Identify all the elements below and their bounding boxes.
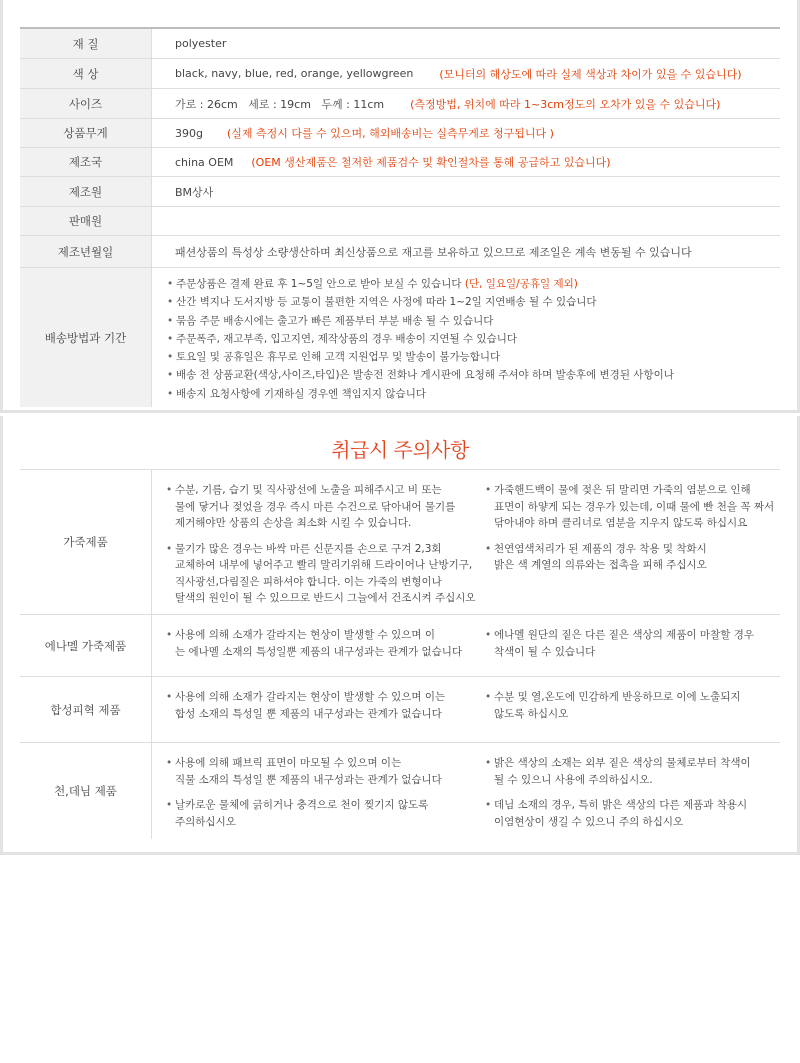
spec-row-color bbox=[20, 59, 780, 89]
spec-row-size bbox=[20, 89, 780, 119]
care-column-left bbox=[152, 615, 479, 676]
maker-value: BM상사 bbox=[175, 185, 214, 199]
spec-table bbox=[20, 27, 780, 407]
size-value: 가로 : 26cm 세로 : 19cm 두께 : 11cm bbox=[175, 97, 385, 111]
spec-key: 제조원 bbox=[20, 177, 152, 206]
list-item: • 토요일 및 공휴일은 휴무로 인해 고객 지원업무 및 발송이 불가능합니다 bbox=[167, 351, 501, 364]
list-item: • 사용에 의해 소재가 갈라지는 현상이 발생할 수 있으며 이 는 에나멜 소재의 특성일뿐 제품의 내구성과는 관계가 없습니다 bbox=[166, 629, 463, 658]
date-value: 패션상품의 특성상 소량생산하며 최신상품으로 재고를 보유하고 있으므로 제조일은 계속 변동될 수 있습니다 bbox=[175, 245, 692, 259]
list-item: • 묶음 주문 배송시에는 출고가 빠른 제품부터 부분 배송 될 수 있습니다 bbox=[167, 314, 494, 327]
spec-value bbox=[152, 236, 780, 267]
spec-value bbox=[152, 89, 780, 118]
spec-key: 재 질 bbox=[20, 29, 152, 58]
spec-key: 배송방법과 기간 bbox=[20, 268, 152, 407]
weight-value: 390g bbox=[175, 126, 203, 140]
care-title: 취급시 주의사항 bbox=[331, 438, 469, 462]
color-note: (모니터의 해상도에 따라 실제 색상과 차이가 있을 수 있습니다) bbox=[439, 67, 742, 81]
spec-value bbox=[152, 177, 780, 206]
list-item: • 물기가 많은 경우는 바싹 마른 신문지를 손으로 구겨 2,3회 교체하여 내부에 넣어주고 빨리 말리기위해 드라이어나 난방기구, 직사광선,다림질은 피하셔야 합니다. 이는 가죽의 변형이나 탈색의 원인이 될 수 있으므로 반드시 그늘에서 건조시켜 주십시오 bbox=[166, 542, 476, 604]
spec-row-seller bbox=[20, 207, 780, 236]
care-column-right bbox=[479, 470, 780, 614]
list-item: • 사용에 의해 패브릭 표면이 마모될 수 있으며 이는 직물 소재의 특성일 뿐 제품의 내구성과는 관계가 없습니다 bbox=[166, 757, 442, 786]
spec-row-material bbox=[20, 29, 780, 59]
spec-key: 사이즈 bbox=[20, 89, 152, 118]
care-column-right bbox=[479, 615, 780, 676]
care-column-left bbox=[152, 470, 479, 614]
care-key: 가죽제품 bbox=[20, 470, 152, 614]
care-row-synthetic bbox=[20, 677, 780, 743]
list-item: • 수분 및 열,온도에 민감하게 반응하므로 이에 노출되지 않도록 하십시오 bbox=[485, 691, 741, 720]
list-item: • 주문상품은 결제 완료 후 1~5일 안으로 받아 보실 수 있습니다 (단, 일요일/공휴일 제외) bbox=[167, 278, 578, 290]
shipping-list bbox=[152, 268, 780, 407]
list-item: • 날카로운 물체에 긁히거나 충격으로 천이 찢기지 않도록 주의하십시오 bbox=[166, 799, 429, 828]
list-item: • 에나멜 원단의 짙은 다른 짙은 색상의 제품이 마찰할 경우 착색이 될 수 있습니다 bbox=[485, 629, 754, 658]
list-item: • 배송 전 상품교환(색상,사이즈,타입)은 발송전 전화나 게시판에 요청해 주셔야 하며 발송후에 변경된 사항이나 bbox=[167, 369, 674, 382]
care-row-enamel bbox=[20, 615, 780, 677]
spec-value bbox=[152, 59, 780, 88]
spec-key: 색 상 bbox=[20, 59, 152, 88]
care-key: 에나멜 가죽제품 bbox=[20, 615, 152, 676]
care-row-fabric bbox=[20, 743, 780, 839]
care-key: 천,데님 제품 bbox=[20, 743, 152, 839]
list-item: • 수분, 기름, 습기 및 직사광선에 노출을 피해주시고 비 또는 물에 닿거나 젖었을 경우 즉시 마른 수건으로 닦아내어 물기를 제거해야만 상품의 손상을 최소화 시킬 수 있습니다. bbox=[166, 484, 456, 529]
list-item: • 사용에 의해 소재가 갈라지는 현상이 발생할 수 있으며 이는 합성 소재의 특성일 뿐 제품의 내구성과는 관계가 없습니다 bbox=[166, 691, 446, 720]
spec-row-weight bbox=[20, 119, 780, 148]
spec-row-maker bbox=[20, 177, 780, 207]
spec-key: 제조국 bbox=[20, 148, 152, 176]
care-table bbox=[20, 469, 780, 839]
spec-value bbox=[152, 148, 780, 176]
spec-key: 상품무게 bbox=[20, 119, 152, 147]
spec-row-origin bbox=[20, 148, 780, 177]
list-item: • 주문폭주, 재고부족, 입고지연, 제작상품의 경우 배송이 지연될 수 있습니다 bbox=[167, 332, 518, 345]
weight-note: (실제 측정시 다를 수 있으며, 해외배송비는 실측무게로 청구됩니다 ) bbox=[226, 127, 554, 140]
care-column-left bbox=[152, 677, 479, 742]
spec-row-shipping bbox=[20, 268, 780, 407]
color-value: black, navy, blue, red, orange, yellowgreen bbox=[175, 67, 414, 80]
spec-value bbox=[152, 29, 780, 58]
material-value: polyester bbox=[175, 37, 227, 50]
spec-key: 제조년월일 bbox=[20, 236, 152, 267]
list-item: • 데님 소재의 경우, 특히 밝은 색상의 다른 제품과 착용시 이염현상이 생길 수 있으니 주의 하십시오 bbox=[485, 799, 748, 828]
spec-key: 판매원 bbox=[20, 207, 152, 235]
list-item: • 밝은 색상의 소재는 외부 짙은 색상의 물체로부터 착색이 될 수 있으니 사용에 주의하십시오. bbox=[485, 757, 751, 786]
origin-value: china OEM bbox=[175, 155, 234, 169]
spec-row-date bbox=[20, 236, 780, 268]
spec-value bbox=[152, 119, 780, 147]
size-note: (측정방법, 위치에 따라 1~3cm정도의 오차가 있을 수 있습니다) bbox=[410, 97, 721, 111]
care-key: 합성피혁 제품 bbox=[20, 677, 152, 742]
care-column-right bbox=[479, 743, 780, 839]
list-item: • 천연염색처리가 된 제품의 경우 착용 및 착화시 밝은 색 계열의 의류와는 접촉을 피해 주십시오 bbox=[485, 542, 707, 571]
origin-note: (OEM 생산제품은 철저한 제품검수 및 확인절차를 통해 공급하고 있습니다) bbox=[251, 156, 611, 169]
list-item: • 산간 벽지나 도서지방 등 교통이 불편한 지역은 사정에 따라 1~2일 지연배송 될 수 있습니다 bbox=[167, 296, 597, 309]
list-item: • 가죽핸드백이 물에 젖은 뒤 말리면 가죽의 염분으로 인해 표면이 하얗게 되는 경우가 있는데, 이때 물에 빤 천을 꼭 짜서 닦아내야 하며 클리너로 염분을 지우지 않도록 하십시요 bbox=[485, 484, 775, 529]
spec-value bbox=[152, 207, 780, 235]
care-column-right bbox=[479, 677, 780, 742]
list-item: • 배송지 요청사항에 기재하실 경우엔 책임지지 않습니다 bbox=[167, 387, 426, 400]
care-row-leather bbox=[20, 470, 780, 615]
care-column-left bbox=[152, 743, 479, 839]
